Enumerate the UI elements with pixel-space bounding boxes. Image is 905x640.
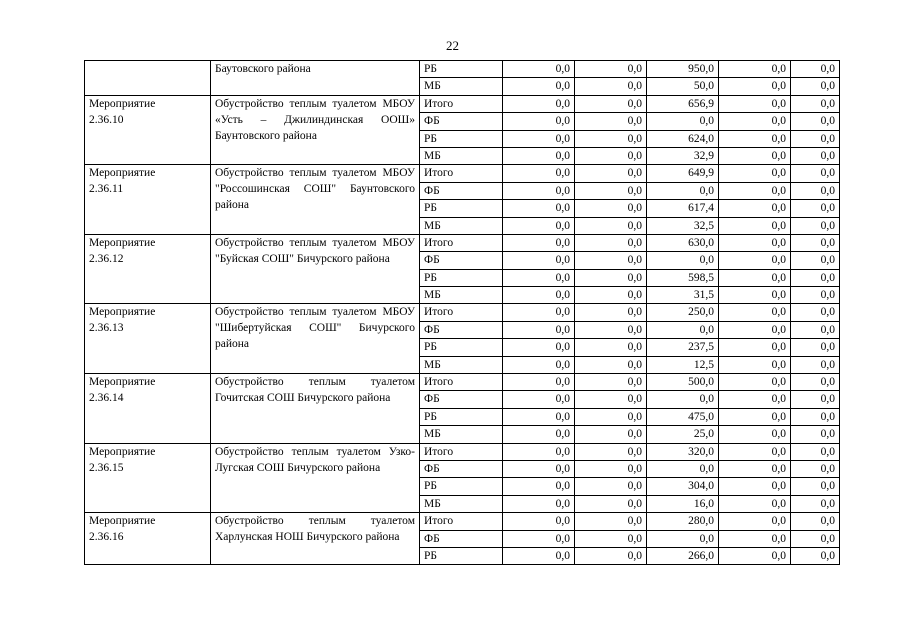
value-cell: 266,0 (647, 547, 719, 564)
activity-cell: Мероприятие 2.36.10 (85, 95, 211, 165)
value-cell: 0,0 (647, 182, 719, 199)
value-cell: 0,0 (575, 356, 647, 373)
value-cell: 475,0 (647, 408, 719, 425)
value-cell: 0,0 (791, 234, 840, 251)
value-cell: 0,0 (575, 495, 647, 512)
funding-source-cell: РБ (420, 269, 503, 286)
value-cell: 0,0 (503, 78, 575, 95)
value-cell: 0,0 (719, 147, 791, 164)
value-cell: 0,0 (791, 252, 840, 269)
activity-cell (85, 61, 211, 96)
value-cell: 0,0 (719, 200, 791, 217)
funding-source-cell: ФБ (420, 113, 503, 130)
budget-table (84, 60, 840, 565)
value-cell: 0,0 (719, 374, 791, 391)
value-cell: 0,0 (719, 495, 791, 512)
value-cell: 598,5 (647, 269, 719, 286)
value-cell: 0,0 (791, 321, 840, 338)
value-cell: 0,0 (647, 530, 719, 547)
funding-source-cell: ФБ (420, 530, 503, 547)
funding-source-cell: МБ (420, 78, 503, 95)
value-cell: 0,0 (575, 147, 647, 164)
funding-source-cell: Итого (420, 374, 503, 391)
funding-source-cell: МБ (420, 495, 503, 512)
value-cell: 0,0 (503, 478, 575, 495)
value-cell: 0,0 (791, 391, 840, 408)
value-cell: 0,0 (791, 78, 840, 95)
value-cell: 950,0 (647, 61, 719, 78)
description-cell: Баутовского района (211, 61, 420, 96)
value-cell: 630,0 (647, 234, 719, 251)
value-cell: 0,0 (791, 374, 840, 391)
value-cell: 0,0 (791, 547, 840, 564)
value-cell: 0,0 (575, 252, 647, 269)
activity-cell: Мероприятие 2.36.13 (85, 304, 211, 374)
value-cell: 0,0 (791, 113, 840, 130)
funding-source-cell: ФБ (420, 460, 503, 477)
value-cell: 0,0 (503, 356, 575, 373)
value-cell: 0,0 (503, 530, 575, 547)
value-cell: 0,0 (719, 356, 791, 373)
value-cell: 0,0 (503, 304, 575, 321)
table-row (85, 374, 840, 391)
description-cell: Обустройство теплым туалетом МБОУ "Россошинская СОШ" Баунтовского района (211, 165, 420, 235)
value-cell: 0,0 (575, 321, 647, 338)
value-cell: 0,0 (647, 252, 719, 269)
value-cell: 624,0 (647, 130, 719, 147)
value-cell: 0,0 (575, 547, 647, 564)
value-cell: 649,9 (647, 165, 719, 182)
value-cell: 0,0 (719, 182, 791, 199)
value-cell: 0,0 (719, 165, 791, 182)
value-cell: 0,0 (791, 339, 840, 356)
value-cell: 0,0 (791, 513, 840, 530)
value-cell: 0,0 (791, 356, 840, 373)
value-cell: 0,0 (575, 408, 647, 425)
funding-source-cell: Итого (420, 165, 503, 182)
description-cell: Обустройство теплым туалетом МБОУ «Усть – Джилиндинская ООШ» Баунтовского района (211, 95, 420, 165)
value-cell: 250,0 (647, 304, 719, 321)
value-cell: 0,0 (647, 113, 719, 130)
value-cell: 0,0 (503, 339, 575, 356)
value-cell: 0,0 (791, 182, 840, 199)
value-cell: 0,0 (503, 460, 575, 477)
value-cell: 0,0 (503, 391, 575, 408)
table-row (85, 61, 840, 78)
value-cell: 0,0 (719, 321, 791, 338)
value-cell: 0,0 (719, 217, 791, 234)
value-cell: 0,0 (791, 165, 840, 182)
value-cell: 617,4 (647, 200, 719, 217)
value-cell: 304,0 (647, 478, 719, 495)
value-cell: 32,5 (647, 217, 719, 234)
value-cell: 0,0 (791, 61, 840, 78)
value-cell: 0,0 (719, 287, 791, 304)
value-cell: 0,0 (719, 391, 791, 408)
value-cell: 656,9 (647, 95, 719, 112)
value-cell: 0,0 (719, 113, 791, 130)
value-cell: 32,9 (647, 147, 719, 164)
value-cell: 0,0 (503, 165, 575, 182)
value-cell: 25,0 (647, 426, 719, 443)
value-cell: 0,0 (575, 182, 647, 199)
funding-source-cell: РБ (420, 130, 503, 147)
description-cell: Обустройство теплым туалетом Харлунская НОШ Бичурского района (211, 513, 420, 565)
description-cell: Обустройство теплым туалетом МБОУ "Шибертуйская СОШ" Бичурского района (211, 304, 420, 374)
funding-source-cell: ФБ (420, 321, 503, 338)
value-cell: 0,0 (719, 547, 791, 564)
funding-source-cell: ФБ (420, 182, 503, 199)
value-cell: 0,0 (791, 147, 840, 164)
value-cell: 0,0 (719, 61, 791, 78)
activity-cell: Мероприятие 2.36.14 (85, 374, 211, 444)
table-row (85, 95, 840, 112)
value-cell: 0,0 (575, 130, 647, 147)
value-cell: 0,0 (575, 113, 647, 130)
value-cell: 0,0 (503, 321, 575, 338)
value-cell: 0,0 (575, 287, 647, 304)
value-cell: 0,0 (719, 78, 791, 95)
value-cell: 0,0 (575, 391, 647, 408)
value-cell: 12,5 (647, 356, 719, 373)
table-row (85, 234, 840, 251)
value-cell: 31,5 (647, 287, 719, 304)
funding-source-cell: Итого (420, 443, 503, 460)
value-cell: 0,0 (575, 269, 647, 286)
value-cell: 0,0 (575, 460, 647, 477)
value-cell: 0,0 (719, 304, 791, 321)
funding-source-cell: Итого (420, 95, 503, 112)
value-cell: 500,0 (647, 374, 719, 391)
funding-source-cell: МБ (420, 426, 503, 443)
value-cell: 0,0 (575, 339, 647, 356)
value-cell: 0,0 (503, 130, 575, 147)
funding-source-cell: Итого (420, 234, 503, 251)
value-cell: 0,0 (503, 113, 575, 130)
activity-cell: Мероприятие 2.36.15 (85, 443, 211, 513)
value-cell: 0,0 (575, 304, 647, 321)
value-cell: 0,0 (575, 217, 647, 234)
value-cell: 0,0 (719, 269, 791, 286)
value-cell: 0,0 (647, 460, 719, 477)
value-cell: 0,0 (575, 478, 647, 495)
value-cell: 0,0 (503, 182, 575, 199)
value-cell: 0,0 (503, 95, 575, 112)
funding-source-cell: РБ (420, 408, 503, 425)
value-cell: 0,0 (719, 234, 791, 251)
value-cell: 0,0 (791, 217, 840, 234)
value-cell: 0,0 (791, 408, 840, 425)
value-cell: 0,0 (503, 547, 575, 564)
value-cell: 0,0 (719, 130, 791, 147)
value-cell: 0,0 (791, 200, 840, 217)
funding-source-cell: РБ (420, 478, 503, 495)
activity-cell: Мероприятие 2.36.12 (85, 234, 211, 304)
funding-source-cell: МБ (420, 147, 503, 164)
value-cell: 0,0 (719, 426, 791, 443)
description-cell: Обустройство теплым туалетом Гочитская СОШ Бичурского района (211, 374, 420, 444)
value-cell: 0,0 (503, 443, 575, 460)
value-cell: 0,0 (575, 513, 647, 530)
funding-source-cell: Итого (420, 513, 503, 530)
activity-cell: Мероприятие 2.36.11 (85, 165, 211, 235)
value-cell: 0,0 (791, 478, 840, 495)
value-cell: 0,0 (791, 130, 840, 147)
value-cell: 0,0 (791, 426, 840, 443)
value-cell: 0,0 (575, 165, 647, 182)
value-cell: 0,0 (503, 374, 575, 391)
table-row (85, 165, 840, 182)
value-cell: 0,0 (575, 234, 647, 251)
value-cell: 0,0 (503, 61, 575, 78)
value-cell: 0,0 (575, 61, 647, 78)
value-cell: 0,0 (791, 304, 840, 321)
funding-source-cell: ФБ (420, 252, 503, 269)
value-cell: 0,0 (503, 234, 575, 251)
value-cell: 0,0 (503, 408, 575, 425)
table-row (85, 443, 840, 460)
table-body (85, 61, 840, 565)
value-cell: 0,0 (647, 321, 719, 338)
funding-source-cell: МБ (420, 217, 503, 234)
value-cell: 280,0 (647, 513, 719, 530)
value-cell: 0,0 (503, 269, 575, 286)
value-cell: 0,0 (647, 391, 719, 408)
value-cell: 0,0 (575, 95, 647, 112)
page-number: 22 (446, 38, 459, 53)
value-cell: 50,0 (647, 78, 719, 95)
value-cell: 0,0 (791, 269, 840, 286)
value-cell: 0,0 (575, 426, 647, 443)
value-cell: 0,0 (503, 287, 575, 304)
funding-source-cell: РБ (420, 339, 503, 356)
value-cell: 0,0 (791, 530, 840, 547)
value-cell: 0,0 (503, 513, 575, 530)
value-cell: 0,0 (575, 374, 647, 391)
value-cell: 0,0 (503, 217, 575, 234)
value-cell: 0,0 (575, 443, 647, 460)
value-cell: 237,5 (647, 339, 719, 356)
table-row (85, 304, 840, 321)
value-cell: 0,0 (791, 95, 840, 112)
funding-source-cell: РБ (420, 547, 503, 564)
value-cell: 0,0 (503, 147, 575, 164)
table-row (85, 513, 840, 530)
value-cell: 0,0 (719, 252, 791, 269)
value-cell: 0,0 (575, 78, 647, 95)
value-cell: 16,0 (647, 495, 719, 512)
funding-source-cell: МБ (420, 287, 503, 304)
value-cell: 0,0 (791, 287, 840, 304)
funding-source-cell: ФБ (420, 391, 503, 408)
value-cell: 0,0 (791, 495, 840, 512)
value-cell: 0,0 (719, 478, 791, 495)
value-cell: 0,0 (575, 200, 647, 217)
value-cell: 0,0 (575, 530, 647, 547)
value-cell: 0,0 (719, 530, 791, 547)
value-cell: 0,0 (503, 252, 575, 269)
value-cell: 0,0 (791, 460, 840, 477)
value-cell: 0,0 (719, 513, 791, 530)
value-cell: 0,0 (719, 460, 791, 477)
funding-source-cell: МБ (420, 356, 503, 373)
funding-source-cell: Итого (420, 304, 503, 321)
value-cell: 0,0 (503, 200, 575, 217)
activity-cell: Мероприятие 2.36.16 (85, 513, 211, 565)
value-cell: 320,0 (647, 443, 719, 460)
value-cell: 0,0 (719, 95, 791, 112)
funding-source-cell: РБ (420, 200, 503, 217)
description-cell: Обустройство теплым туалетом МБОУ "Буйская СОШ" Бичурского района (211, 234, 420, 304)
value-cell: 0,0 (719, 339, 791, 356)
funding-source-cell: РБ (420, 61, 503, 78)
value-cell: 0,0 (791, 443, 840, 460)
value-cell: 0,0 (719, 408, 791, 425)
value-cell: 0,0 (503, 495, 575, 512)
value-cell: 0,0 (719, 443, 791, 460)
description-cell: Обустройство теплым туалетом Узко-Лугская СОШ Бичурского района (211, 443, 420, 513)
value-cell: 0,0 (503, 426, 575, 443)
